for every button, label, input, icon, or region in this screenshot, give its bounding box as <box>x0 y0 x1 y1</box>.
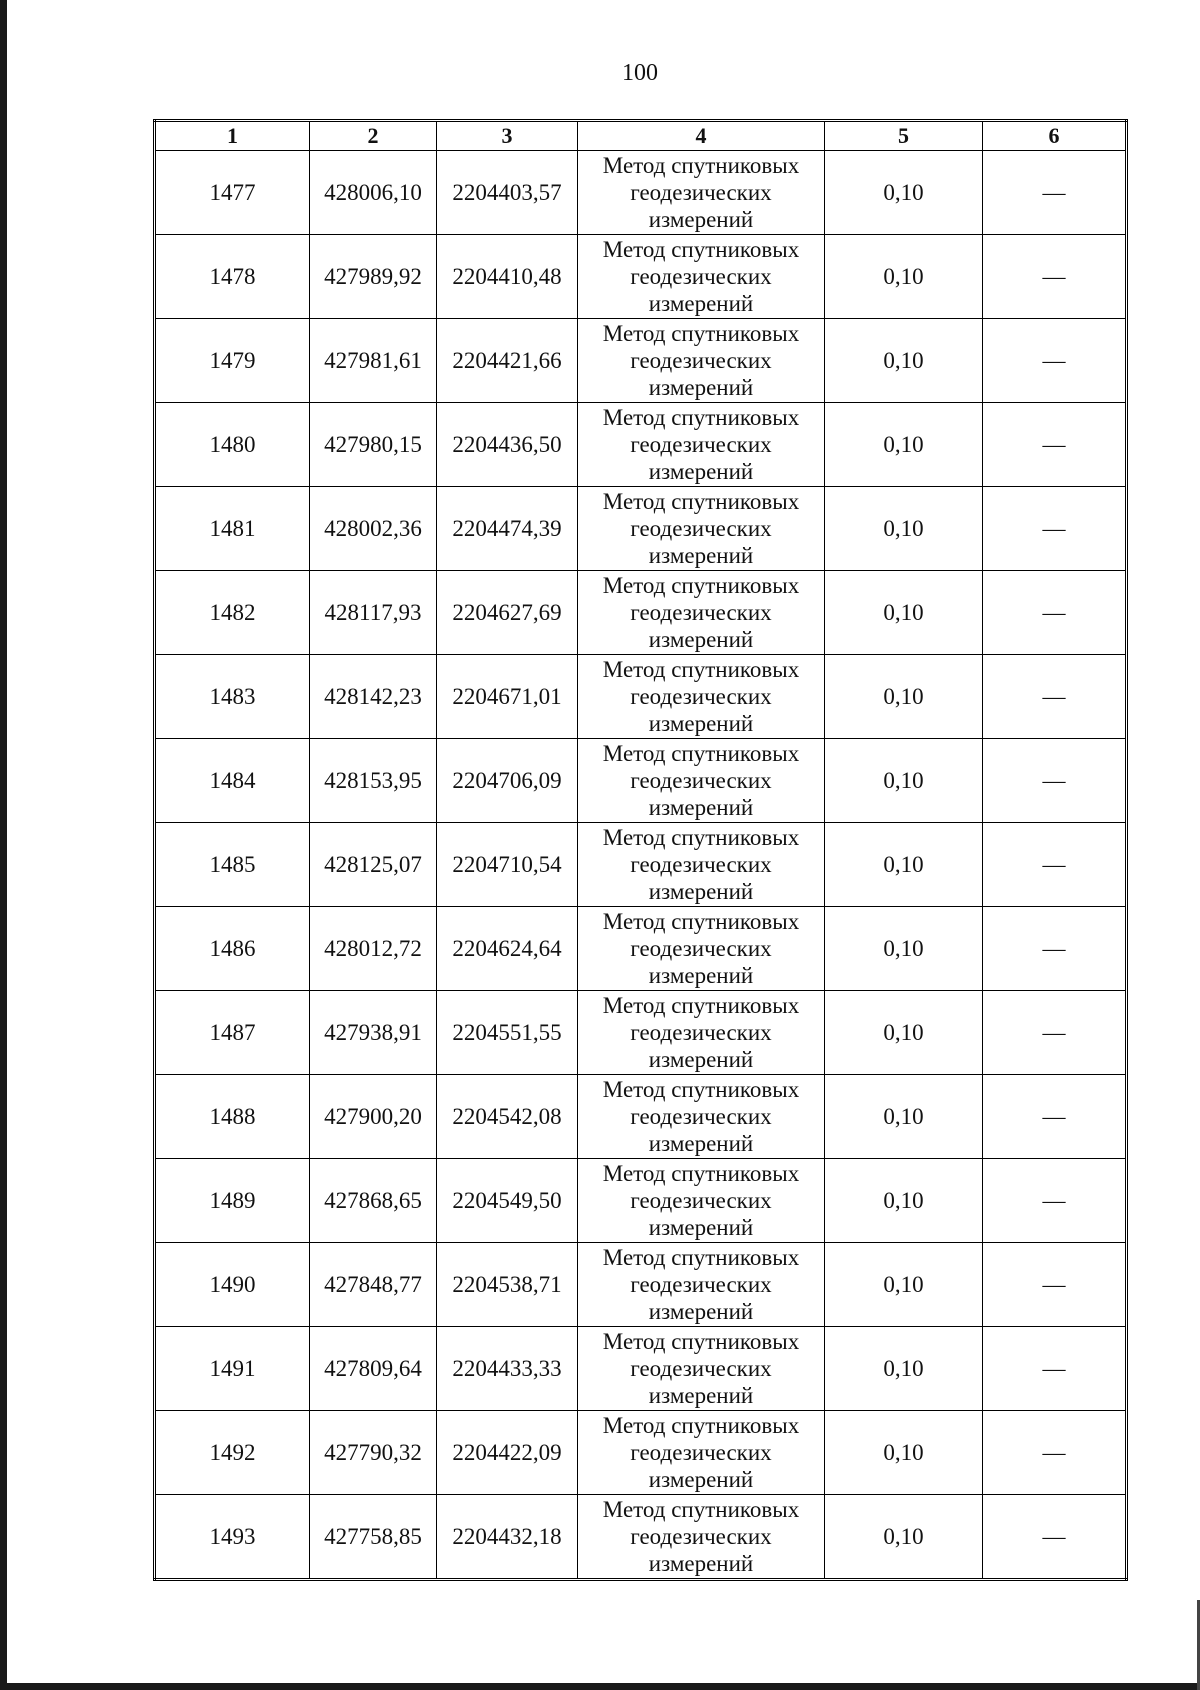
accuracy-cell: 0,10 <box>825 655 983 739</box>
header-col-1: 1 <box>155 121 310 151</box>
method-line: Метод спутниковых <box>602 153 800 178</box>
method-line: Метод спутниковых <box>602 1497 800 1522</box>
table-row <box>155 319 1127 403</box>
note-cell: — <box>983 823 1127 907</box>
method-cell <box>578 1495 825 1580</box>
method-line: Метод спутниковых <box>602 1161 800 1186</box>
table-row <box>155 655 1127 739</box>
method-line: Метод спутниковых <box>602 405 800 430</box>
x-coordinate-cell: 428153,95 <box>310 739 437 823</box>
table-row <box>155 151 1127 235</box>
method-line: измерений <box>648 1131 754 1156</box>
coordinates-table <box>153 119 1128 1581</box>
method-line: Метод спутниковых <box>602 741 800 766</box>
method-line: Метод спутниковых <box>602 489 800 514</box>
x-coordinate-cell: 427758,85 <box>310 1495 437 1580</box>
y-coordinate-cell: 2204403,57 <box>437 151 578 235</box>
y-coordinate-cell: 2204706,09 <box>437 739 578 823</box>
table-row <box>155 1075 1127 1159</box>
x-coordinate-cell: 427938,91 <box>310 991 437 1075</box>
method-line: Метод спутниковых <box>602 825 800 850</box>
x-coordinate-cell: 427848,77 <box>310 1243 437 1327</box>
note-cell: — <box>983 655 1127 739</box>
method-line: геодезических <box>630 1356 772 1381</box>
method-line: измерений <box>648 375 754 400</box>
accuracy-cell: 0,10 <box>825 1495 983 1580</box>
method-cell <box>578 151 825 235</box>
accuracy-cell: 0,10 <box>825 1075 983 1159</box>
method-line: измерений <box>648 207 754 232</box>
y-coordinate-cell: 2204421,66 <box>437 319 578 403</box>
table-header <box>155 121 1127 151</box>
point-number-cell: 1484 <box>155 739 310 823</box>
accuracy-cell: 0,10 <box>825 823 983 907</box>
header-row <box>155 121 1127 151</box>
point-number-cell: 1479 <box>155 319 310 403</box>
method-line: измерений <box>648 795 754 820</box>
method-line: Метод спутниковых <box>602 573 800 598</box>
method-line: геодезических <box>630 768 772 793</box>
point-number-cell: 1490 <box>155 1243 310 1327</box>
header-col-6: 6 <box>983 121 1127 151</box>
method-cell <box>578 907 825 991</box>
point-number-cell: 1485 <box>155 823 310 907</box>
accuracy-cell: 0,10 <box>825 1327 983 1411</box>
method-line: геодезических <box>630 1104 772 1129</box>
table-row <box>155 1159 1127 1243</box>
method-line: измерений <box>648 1551 754 1576</box>
note-cell: — <box>983 571 1127 655</box>
y-coordinate-cell: 2204433,33 <box>437 1327 578 1411</box>
method-line: Метод спутниковых <box>602 657 800 682</box>
method-line: измерений <box>648 711 754 736</box>
x-coordinate-cell: 428125,07 <box>310 823 437 907</box>
method-line: геодезических <box>630 1272 772 1297</box>
accuracy-cell: 0,10 <box>825 1243 983 1327</box>
note-cell: — <box>983 1411 1127 1495</box>
y-coordinate-cell: 2204710,54 <box>437 823 578 907</box>
point-number-cell: 1489 <box>155 1159 310 1243</box>
method-cell <box>578 403 825 487</box>
x-coordinate-cell: 428142,23 <box>310 655 437 739</box>
scan-border-bottom <box>0 1683 1200 1690</box>
method-line: Метод спутниковых <box>602 909 800 934</box>
table-row <box>155 571 1127 655</box>
note-cell: — <box>983 1243 1127 1327</box>
point-number-cell: 1483 <box>155 655 310 739</box>
point-number-cell: 1493 <box>155 1495 310 1580</box>
accuracy-cell: 0,10 <box>825 1159 983 1243</box>
y-coordinate-cell: 2204627,69 <box>437 571 578 655</box>
method-line: геодезических <box>630 264 772 289</box>
method-cell <box>578 571 825 655</box>
method-line: геодезических <box>630 432 772 457</box>
point-number-cell: 1478 <box>155 235 310 319</box>
y-coordinate-cell: 2204542,08 <box>437 1075 578 1159</box>
method-line: Метод спутниковых <box>602 1245 800 1270</box>
y-coordinate-cell: 2204551,55 <box>437 991 578 1075</box>
accuracy-cell: 0,10 <box>825 907 983 991</box>
point-number-cell: 1487 <box>155 991 310 1075</box>
method-cell <box>578 1411 825 1495</box>
y-coordinate-cell: 2204671,01 <box>437 655 578 739</box>
method-cell <box>578 235 825 319</box>
note-cell: — <box>983 1075 1127 1159</box>
y-coordinate-cell: 2204410,48 <box>437 235 578 319</box>
method-cell <box>578 1075 825 1159</box>
y-coordinate-cell: 2204624,64 <box>437 907 578 991</box>
method-cell <box>578 739 825 823</box>
note-cell: — <box>983 1327 1127 1411</box>
accuracy-cell: 0,10 <box>825 1411 983 1495</box>
method-line: измерений <box>648 291 754 316</box>
y-coordinate-cell: 2204538,71 <box>437 1243 578 1327</box>
method-cell <box>578 1327 825 1411</box>
x-coordinate-cell: 428117,93 <box>310 571 437 655</box>
y-coordinate-cell: 2204549,50 <box>437 1159 578 1243</box>
y-coordinate-cell: 2204432,18 <box>437 1495 578 1580</box>
accuracy-cell: 0,10 <box>825 739 983 823</box>
point-number-cell: 1492 <box>155 1411 310 1495</box>
method-line: геодезических <box>630 348 772 373</box>
method-line: измерений <box>648 1047 754 1072</box>
method-line: геодезических <box>630 936 772 961</box>
x-coordinate-cell: 427809,64 <box>310 1327 437 1411</box>
note-cell: — <box>983 991 1127 1075</box>
x-coordinate-cell: 427900,20 <box>310 1075 437 1159</box>
table-row <box>155 739 1127 823</box>
method-cell <box>578 487 825 571</box>
accuracy-cell: 0,10 <box>825 487 983 571</box>
method-cell <box>578 823 825 907</box>
table-row <box>155 991 1127 1075</box>
method-line: измерений <box>648 1467 754 1492</box>
point-number-cell: 1488 <box>155 1075 310 1159</box>
method-line: геодезических <box>630 852 772 877</box>
method-line: измерений <box>648 1299 754 1324</box>
point-number-cell: 1480 <box>155 403 310 487</box>
scan-border-left <box>0 0 7 1690</box>
table-row <box>155 1243 1127 1327</box>
method-cell <box>578 319 825 403</box>
accuracy-cell: 0,10 <box>825 571 983 655</box>
page-number: 100 <box>622 60 658 86</box>
x-coordinate-cell: 427980,15 <box>310 403 437 487</box>
x-coordinate-cell: 427868,65 <box>310 1159 437 1243</box>
x-coordinate-cell: 427981,61 <box>310 319 437 403</box>
note-cell: — <box>983 235 1127 319</box>
note-cell: — <box>983 319 1127 403</box>
note-cell: — <box>983 739 1127 823</box>
method-line: Метод спутниковых <box>602 1077 800 1102</box>
note-cell: — <box>983 151 1127 235</box>
method-line: измерений <box>648 459 754 484</box>
y-coordinate-cell: 2204436,50 <box>437 403 578 487</box>
accuracy-cell: 0,10 <box>825 403 983 487</box>
note-cell: — <box>983 487 1127 571</box>
header-col-3: 3 <box>437 121 578 151</box>
table-row <box>155 1495 1127 1580</box>
table-body <box>155 151 1127 1580</box>
table-row <box>155 1411 1127 1495</box>
point-number-cell: 1477 <box>155 151 310 235</box>
method-line: измерений <box>648 1215 754 1240</box>
method-line: геодезических <box>630 1020 772 1045</box>
note-cell: — <box>983 907 1127 991</box>
method-cell <box>578 1159 825 1243</box>
accuracy-cell: 0,10 <box>825 235 983 319</box>
point-number-cell: 1491 <box>155 1327 310 1411</box>
x-coordinate-cell: 428002,36 <box>310 487 437 571</box>
table-row <box>155 235 1127 319</box>
method-line: измерений <box>648 1383 754 1408</box>
y-coordinate-cell: 2204474,39 <box>437 487 578 571</box>
header-col-4: 4 <box>578 121 825 151</box>
method-line: Метод спутниковых <box>602 321 800 346</box>
header-col-5: 5 <box>825 121 983 151</box>
method-line: Метод спутниковых <box>602 1413 800 1438</box>
method-line: геодезических <box>630 684 772 709</box>
point-number-cell: 1482 <box>155 571 310 655</box>
table-row <box>155 1327 1127 1411</box>
accuracy-cell: 0,10 <box>825 151 983 235</box>
note-cell: — <box>983 403 1127 487</box>
table-row <box>155 403 1127 487</box>
method-cell <box>578 655 825 739</box>
table-row <box>155 823 1127 907</box>
method-line: геодезических <box>630 1188 772 1213</box>
method-line: геодезических <box>630 516 772 541</box>
method-cell <box>578 1243 825 1327</box>
x-coordinate-cell: 428012,72 <box>310 907 437 991</box>
method-line: измерений <box>648 627 754 652</box>
method-line: измерений <box>648 879 754 904</box>
method-cell <box>578 991 825 1075</box>
method-line: измерений <box>648 543 754 568</box>
method-line: геодезических <box>630 600 772 625</box>
method-line: геодезических <box>630 180 772 205</box>
x-coordinate-cell: 427989,92 <box>310 235 437 319</box>
point-number-cell: 1486 <box>155 907 310 991</box>
method-line: Метод спутниковых <box>602 237 800 262</box>
method-line: измерений <box>648 963 754 988</box>
table-row <box>155 487 1127 571</box>
x-coordinate-cell: 428006,10 <box>310 151 437 235</box>
accuracy-cell: 0,10 <box>825 319 983 403</box>
note-cell: — <box>983 1495 1127 1580</box>
y-coordinate-cell: 2204422,09 <box>437 1411 578 1495</box>
accuracy-cell: 0,10 <box>825 991 983 1075</box>
table-row <box>155 907 1127 991</box>
method-line: геодезических <box>630 1524 772 1549</box>
x-coordinate-cell: 427790,32 <box>310 1411 437 1495</box>
coordinates-table-container <box>153 119 1125 1581</box>
method-line: геодезических <box>630 1440 772 1465</box>
method-line: Метод спутниковых <box>602 993 800 1018</box>
method-line: Метод спутниковых <box>602 1329 800 1354</box>
point-number-cell: 1481 <box>155 487 310 571</box>
note-cell: — <box>983 1159 1127 1243</box>
header-col-2: 2 <box>310 121 437 151</box>
